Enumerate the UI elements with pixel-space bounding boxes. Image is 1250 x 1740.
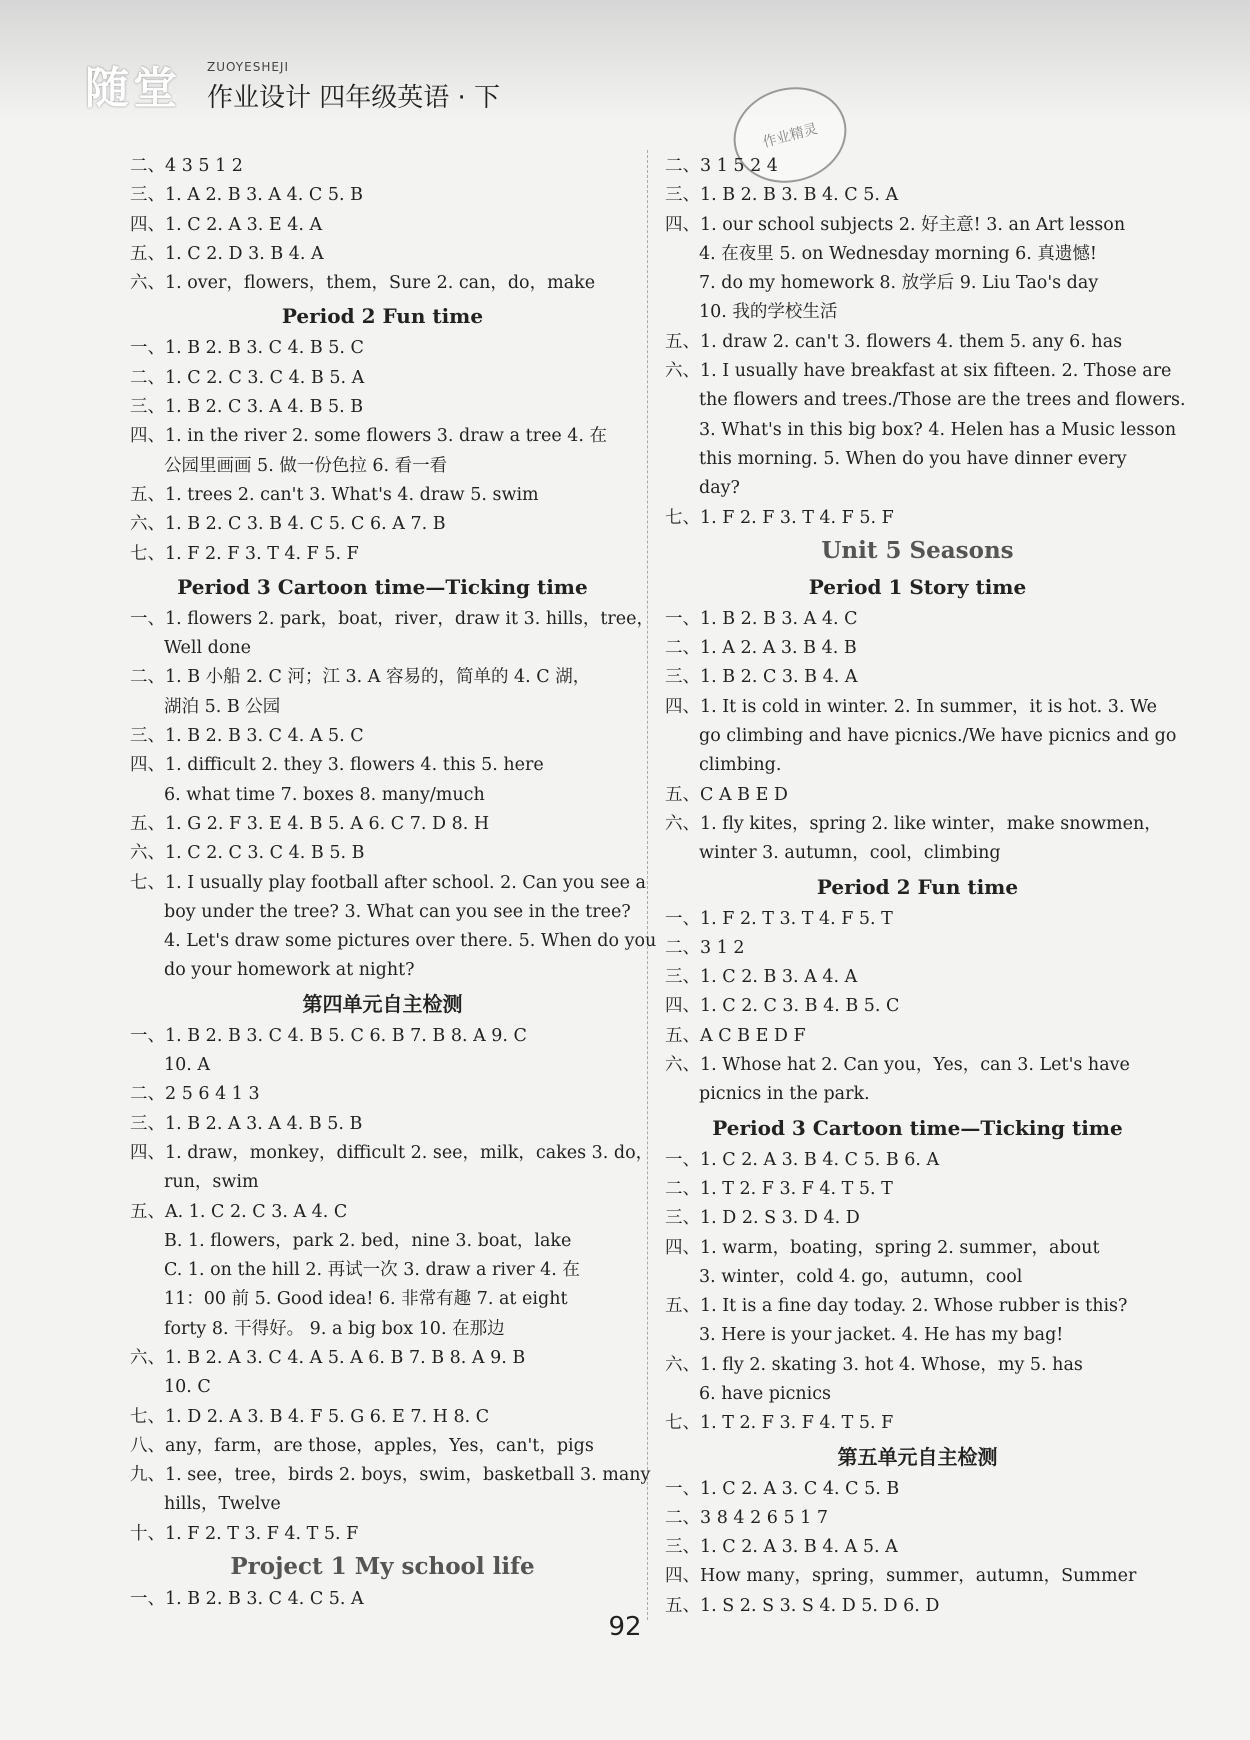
page-header [0, 0, 1250, 120]
answer-line: 五、C A B E D [665, 784, 788, 805]
answer-line: 九、1. see，tree，birds 2. boys，swim，basketball 3. many [130, 1465, 651, 1486]
watermark-stamp: 作业精灵 [723, 75, 857, 195]
answer-line: the flowers and trees./Those are the trees and flowers. [699, 390, 1186, 411]
answer-line: 一、1. B 2. B 3. C 4. B 5. C [130, 338, 364, 359]
answer-line: C. 1. on the hill 2. 再试一次 3. draw a river 4. 在 [164, 1260, 580, 1281]
answer-line: 七、1. F 2. F 3. T 4. F 5. F [665, 507, 894, 528]
answer-line: 六、1. B 2. A 3. C 4. A 5. A 6. B 7. B 8. A 9. B [130, 1347, 526, 1368]
page-number: 92 [608, 1612, 642, 1642]
answer-line: 3. winter，cold 4. go，autumn，cool [699, 1266, 1023, 1287]
section-heading: Period 1 Story time [808, 574, 1027, 599]
answer-line: picnics in the park. [699, 1084, 870, 1105]
answer-line: 四、1. C 2. C 3. B 4. B 5. C [665, 996, 900, 1017]
answer-line: do your homework at night? [164, 960, 415, 981]
answer-line: 六、1. over，flowers，them，Sure 2. can，do，make [130, 273, 596, 294]
book-subtitle: 作业设计 四年级英语 · 下 [207, 83, 501, 113]
brand-logo: 随堂 [85, 63, 181, 114]
answer-line: 四、1. draw，monkey，difficult 2. see，milk，cakes 3. do， [130, 1142, 654, 1163]
answer-line: go climbing and have picnics./We have picnics and go [699, 726, 1177, 747]
answer-line: 二、3 8 4 2 6 5 1 7 [665, 1507, 829, 1528]
answer-line: 3. Here is your jacket. 4. He has my bag! [699, 1325, 1064, 1346]
answer-line: 五、A. 1. C 2. C 3. A 4. C [130, 1201, 348, 1222]
answer-line: 十、1. F 2. T 3. F 4. T 5. F [130, 1523, 359, 1544]
answer-line: 五、1. draw 2. can't 3. flowers 4. them 5. any 6. has [665, 331, 1123, 352]
answer-line: 3. What's in this big box? 4. Helen has a Music lesson [699, 419, 1177, 440]
answer-line: 四、1. warm，boating，spring 2. summer，about [665, 1237, 1100, 1258]
answer-line: B. 1. flowers，park 2. bed，nine 3. boat，lake [164, 1230, 572, 1251]
answer-line: 二、1. T 2. F 3. F 4. T 5. T [665, 1178, 893, 1199]
answer-line: 11：00 前 5. Good idea! 6. 非常有趣 7. at eight [164, 1289, 568, 1310]
answer-line: 六、1. Whose hat 2. Can you，Yes，can 3. Let's have [665, 1055, 1130, 1076]
answer-line: 4. Let's draw some pictures over there. 5. When do you [164, 931, 657, 952]
answer-line: 三、1. B 2. C 3. A 4. B 5. B [130, 397, 364, 418]
answer-line: 三、1. B 2. A 3. A 4. B 5. B [130, 1113, 363, 1134]
answer-line: 10. C [164, 1377, 211, 1398]
answer-line: 三、1. C 2. B 3. A 4. A [665, 967, 858, 988]
answer-line: winter 3. autumn，cool，climbing [699, 843, 1001, 864]
answer-line: 五、A C B E D F [665, 1025, 806, 1046]
answer-line: 七、1. I usually play football after school. 2. Can you see a [130, 872, 646, 893]
answer-line: 一、1. B 2. B 3. A 4. C [665, 608, 858, 629]
answer-line: 六、1. fly 2. skating 3. hot 4. Whose，my 5. has [665, 1354, 1083, 1375]
answer-line: 八、any，farm，are those，apples，Yes，can't，pigs [130, 1435, 594, 1456]
answer-line: 10. 我的学校生活 [699, 302, 838, 323]
answer-line: 6. have picnics [699, 1383, 832, 1404]
answer-line: 七、1. D 2. A 3. B 4. F 5. G 6. E 7. H 8. C [130, 1406, 490, 1427]
column-divider [647, 150, 648, 1620]
section-heading: Period 3 Cartoon time—Ticking time [712, 1115, 1123, 1140]
answer-line: 二、3 1 2 [665, 937, 745, 958]
answer-line: 七、1. F 2. F 3. T 4. F 5. F [130, 543, 359, 564]
answer-line: 四、1. in the river 2. some flowers 3. draw a tree 4. 在 [130, 426, 608, 447]
answer-line: 四、1. our school subjects 2. 好主意! 3. an Art lesson [665, 214, 1126, 235]
answer-line: 五、1. It is a fine day today. 2. Whose rubber is this? [665, 1296, 1128, 1317]
answer-line: 三、1. C 2. A 3. B 4. A 5. A [665, 1537, 898, 1558]
section-heading: Project 1 My school life [230, 1553, 535, 1581]
answer-line: 五、1. G 2. F 3. E 4. B 5. A 6. C 7. D 8. H [130, 813, 490, 834]
answer-line: 三、1. B 2. B 3. C 4. A 5. C [130, 726, 364, 747]
section-heading: Period 3 Cartoon time—Ticking time [177, 574, 588, 599]
answer-line: 三、1. D 2. S 3. D 4. D [665, 1208, 860, 1229]
answer-line: 三、1. A 2. B 3. A 4. C 5. B [130, 185, 363, 206]
left-answer-column [130, 152, 657, 1614]
answer-line: 四、1. C 2. A 3. E 4. A [130, 214, 323, 235]
answer-line: 七、1. T 2. F 3. F 4. T 5. F [665, 1413, 894, 1434]
answer-line: 湖泊 5. B 公园 [164, 696, 281, 717]
section-heading: 第五单元自主检测 [837, 1444, 998, 1469]
answer-line: 三、1. B 2. B 3. B 4. C 5. A [665, 185, 899, 206]
answer-line: 二、1. A 2. A 3. B 4. B [665, 638, 857, 659]
answer-line: 二、1. B 小船 2. C 河；江 3. A 容易的，简单的 4. C 湖， [130, 667, 591, 688]
answer-line: 二、3 1 5 2 4 [665, 156, 778, 176]
answer-line: 四、How many，spring，summer，autumn，Summer [665, 1566, 1137, 1587]
answer-line: climbing. [699, 755, 782, 776]
answer-line: 四、1. difficult 2. they 3. flowers 4. this 5. here [130, 755, 544, 776]
answer-line: 4. 在夜里 5. on Wednesday morning 6. 真遗憾! [699, 243, 1097, 264]
answer-line: 一、1. B 2. B 3. C 4. B 5. C 6. B 7. B 8. A 9. C [130, 1025, 527, 1046]
answer-line: 三、1. B 2. C 3. B 4. A [665, 667, 858, 688]
answer-line: 五、1. trees 2. can't 3. What's 4. draw 5. swim [130, 484, 539, 505]
answer-line: 公园里画画 5. 做一份色拉 6. 看一看 [164, 455, 448, 476]
answer-line: 一、1. B 2. B 3. C 4. C 5. A [130, 1589, 364, 1610]
section-heading: Period 2 Fun time [816, 874, 1019, 899]
answer-line: 10. A [164, 1055, 211, 1076]
answer-line: this morning. 5. When do you have dinner every [699, 448, 1127, 469]
answer-line: 六、1. B 2. C 3. B 4. C 5. C 6. A 7. B [130, 514, 446, 535]
answer-line: 六、1. I usually have breakfast at six fifteen. 2. Those are [665, 361, 1172, 382]
answer-line: boy under the tree? 3. What can you see in the tree? [164, 901, 631, 922]
section-heading: Period 2 Fun time [281, 304, 484, 329]
answer-line: 二、4 3 5 1 2 [130, 156, 243, 176]
answer-line: 一、1. C 2. A 3. B 4. C 5. B 6. A [665, 1149, 940, 1170]
answer-line: 五、1. S 2. S 3. S 4. D 5. D 6. D [665, 1595, 940, 1616]
answer-line: Well done [164, 638, 252, 659]
answer-line: 6. what time 7. boxes 8. many/much [164, 784, 485, 805]
answer-line: 一、1. C 2. A 3. C 4. C 5. B [665, 1478, 900, 1499]
answer-line: 二、2 5 6 4 1 3 [130, 1084, 260, 1105]
answer-line: 一、1. flowers 2. park，boat，river，draw it 3. hills，tree， [130, 608, 654, 629]
section-heading: Unit 5 Seasons [821, 536, 1014, 564]
answer-line: 六、1. C 2. C 3. C 4. B 5. B [130, 843, 365, 864]
answer-line: forty 8. 干得好。 9. a big box 10. 在那边 [164, 1318, 505, 1339]
answer-line: hills，Twelve [164, 1494, 281, 1515]
answer-line: day? [699, 478, 740, 499]
section-heading: 第四单元自主检测 [302, 991, 463, 1016]
answer-line: 六、1. fly kites，spring 2. like winter，make snowmen， [665, 813, 1162, 834]
answer-line: 二、1. C 2. C 3. C 4. B 5. A [130, 367, 365, 388]
right-answer-column [665, 152, 1186, 1621]
answer-line: 7. do my homework 8. 放学后 9. Liu Tao's day [699, 273, 1099, 294]
answer-line: 一、1. F 2. T 3. T 4. F 5. T [665, 908, 893, 929]
answer-line: 五、1. C 2. D 3. B 4. A [130, 243, 324, 264]
answer-line: 四、1. It is cold in winter. 2. In summer，it is hot. 3. We [665, 696, 1157, 717]
answer-line: run，swim [164, 1172, 259, 1193]
brand-pinyin: ZUOYESHEJI [207, 60, 290, 74]
